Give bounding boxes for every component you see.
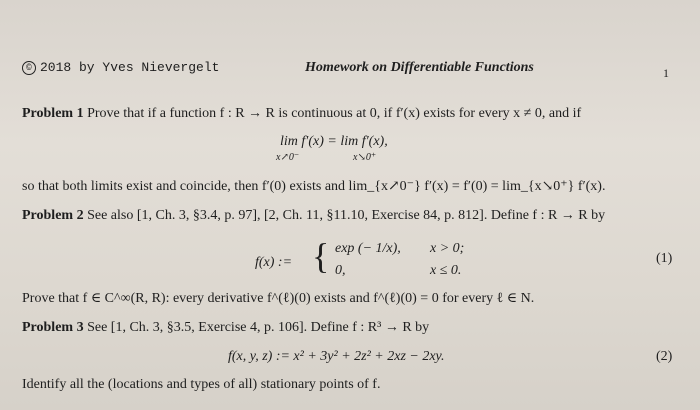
problem2-def-lhs: f(x) := [255,255,293,270]
problem3-equation: f(x, y, z) := x² + 3y² + 2z² + 2xz − 2xy. [228,349,445,364]
case1-condition: x > 0; [430,241,465,256]
equation-number-1: (1) [656,251,673,266]
problem2-line2: Prove that f ∈ C^∞(R, R): every derivative f^(ℓ)(0) exists and f^(ℓ)(0) = 0 for every ℓ ∈ N. [22,291,535,306]
limit-subscript-right: x↘0⁺ [353,152,377,163]
piecewise-brace: { [312,236,330,276]
problem2-line1 [22,208,605,224]
problem1-text: Prove that if a function f : R → R is continuous at 0, if f′(x) exists for every x ≠ 0, and if [87,106,582,121]
case2-expression: 0, [335,263,346,278]
equation-number-2: (2) [656,349,673,364]
document-title: Homework on Differentiable Functions [305,60,534,75]
problem3-line2: Identify all the (locations and types of all) stationary points of f. [22,377,381,392]
problem1-limit-equation: lim f′(x) = lim f′(x), [280,134,388,149]
problem2-text: See also [1, Ch. 3, §3.4, p. 97], [2, Ch. 11, §11.10, Exercise 84, p. 812]. Define f : R → R by [87,208,606,223]
case1-expression: exp (− 1/x), [335,241,401,256]
page-number: 1 [663,66,669,80]
copyright-line [22,60,219,75]
copyright-text: 2018 by Yves Nievergelt [40,60,220,75]
problem3-text: See [1, Ch. 3, §3.5, Exercise 4, p. 106]. Define f : R³ → R by [87,320,430,335]
limit-subscript-left: x↗0⁻ [276,152,300,163]
problem1-label: Problem 1 [22,106,84,121]
problem1-line2: so that both limits exist and coincide, then f′(0) exists and lim_{x↗0⁻} f′(x) = f′(0) = lim_{x↘0⁺} f′(x). [22,179,606,194]
problem3-line1 [22,320,429,336]
problem1-line1 [22,106,581,122]
problem3-label: Problem 3 [22,320,84,335]
problem2-label: Problem 2 [22,208,84,223]
case2-condition: x ≤ 0. [430,263,462,278]
copyright-icon: © [22,61,36,75]
